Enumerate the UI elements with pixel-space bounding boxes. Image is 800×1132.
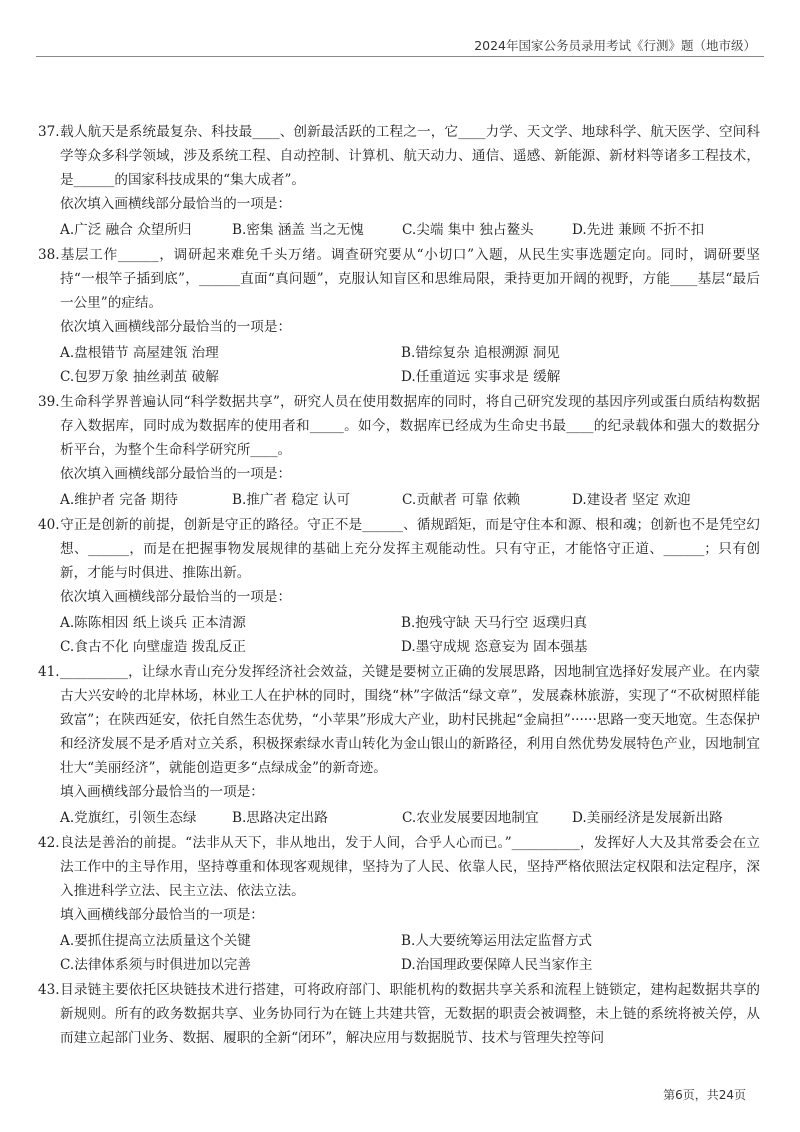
option-b[interactable]: B.密集 涵盖 当之无愧 [232, 222, 364, 238]
option-c[interactable]: C.农业发展要因地制宜 [402, 810, 539, 826]
question-39 [38, 390, 760, 512]
question-text: 生命科学界普遍认同“科学数据共享”，研究人员在使用数据库的同时，将自己研究发现的基因序列或蛋白质结构数据存入数据库，同时成为数据库的使用者和_____。如今，数据库已经成为生命史书最____的纪录载体和强大的数据分析平台，为整个生命科学研究所____。 [60, 394, 760, 458]
question-text: 基层工作______，调研起来难免千头万绪。调查研究要从“小切口”入题，从民生实事选题定向。同时，调研要坚持“一根竿子插到底”，______直面“真问题”，克服认知盲区和思维局限，秉持更加开阔的视野，方能____基层“最后一公里”的症结。 [60, 247, 760, 311]
option-d[interactable]: D.治国理政要保障人民当家作主 [401, 957, 593, 973]
option-b[interactable]: B.抱残守缺 天马行空 返璞归真 [401, 615, 588, 631]
page-header: 2024年国家公务员录用考试《行测》题（地市级） [474, 38, 756, 53]
question-stem [38, 243, 760, 315]
question-prompt: 依次填入画横线部分最恰当的一项是： [60, 196, 292, 212]
option-b[interactable]: B.错综复杂 追根溯源 洞见 [401, 345, 560, 361]
question-42 [38, 831, 760, 977]
question-prompt: 填入画横线部分最恰当的一项是： [60, 907, 264, 923]
question-text: __________，让绿水青山充分发挥经济社会效益，关键是要树立正确的发展思路，因地制宜选择好发展产业。在内蒙古大兴安岭的北岸林场，林业工人在护林的同时，围绕“林”字做活“绿文章”，发展森林旅游，实现了“不砍树照样能致富”；在陕西延安，依托自然生态优势，“小苹果”形成大产业，助村民挑起“金扁担”······思路一变天地宽。生态保护和经济发展不是矛盾对立关系，积极探索绿水青山转化为金山银山的新路径，利用自然优势发展特色产业，因地制宜壮大“美丽经济”，就能创造更多“点绿成金”的新奇迹。 [60, 664, 760, 776]
question-prompt: 填入画横线部分最恰当的一项是： [60, 784, 264, 800]
question-41 [38, 660, 760, 830]
question-stem [38, 120, 760, 192]
question-number: 42. [38, 835, 60, 851]
question-number: 41. [38, 664, 60, 680]
question-text: 良法是善治的前提。“法非从天下，非从地出，发于人间，合乎人心而已。”__________，发挥好人大及其常委会在立法工作中的主导作用，坚持尊重和体现客观规律，坚持为了人民、依靠人民，坚持严格依照法定权限和法定程序，深入推进科学立法、民主立法、依法立法。 [60, 835, 760, 899]
option-d[interactable]: D.墨守成规 恣意妄为 固本强基 [401, 639, 588, 655]
option-c[interactable]: C.食古不化 向壁虚造 拨乱反正 [60, 639, 247, 655]
option-list [38, 806, 760, 830]
question-stem [38, 978, 760, 1050]
question-prompt: 依次填入画横线部分最恰当的一项是： [60, 466, 292, 482]
option-b[interactable]: B.人大要统筹运用法定监督方式 [401, 933, 593, 949]
question-text: 载人航天是系统最复杂、科技最____、创新最活跃的工程之一，它____力学、天文学、地球科学、航天医学、空间科学等众多科学领域，涉及系统工程、自动控制、计算机、航天动力、通信、遥感、新能源、新材料等诸多工程技术，是______的国家科技成果的“集大成者”。 [60, 124, 760, 188]
option-c[interactable]: C.法律体系须与时俱进加以完善 [60, 957, 251, 973]
question-number: 38. [38, 247, 60, 263]
option-list [38, 488, 760, 512]
option-a[interactable]: A.要抓住提高立法质量这个关键 [60, 933, 251, 949]
question-number: 37. [38, 124, 60, 140]
header-divider [36, 56, 764, 57]
question-prompt: 依次填入画横线部分最恰当的一项是： [60, 589, 292, 605]
question-38 [38, 243, 760, 389]
question-number: 43. [38, 982, 60, 998]
option-list [38, 341, 760, 389]
option-a[interactable]: A.广泛 融合 众望所归 [60, 222, 192, 238]
question-43 [38, 978, 760, 1050]
page-number: 第6页，共24页 [663, 1088, 746, 1102]
question-list [38, 120, 760, 1051]
question-40 [38, 513, 760, 659]
option-list [38, 611, 760, 659]
option-c[interactable]: C.尖端 集中 独占鳌头 [402, 222, 534, 238]
option-b[interactable]: B.思路决定出路 [232, 810, 328, 826]
option-a[interactable]: A.党旗红，引领生态绿 [60, 810, 197, 826]
option-list [38, 218, 760, 242]
option-d[interactable]: D.先进 兼顾 不折不扣 [572, 222, 705, 238]
option-a[interactable]: A.盘根错节 高屋建瓴 治理 [60, 345, 219, 361]
question-stem [38, 390, 760, 462]
option-d[interactable]: D.任重道远 实事求是 缓解 [401, 369, 561, 385]
question-text: 目录链主要依托区块链技术进行搭建，可将政府部门、职能机构的数据共享关系和流程上链锁定，建构起数据共享的新规则。所有的政务数据共享、业务协同行为在链上共建共管，无数据的职责会被调整，未上链的系统将被关停，从而建立起部门业务、数据、履职的全新“闭环”，解决应用与数据脱节、技术与管理失控等问 [60, 982, 760, 1046]
option-d[interactable]: D.美丽经济是发展新出路 [572, 810, 723, 826]
question-stem [38, 660, 760, 780]
question-number: 39. [38, 394, 60, 410]
question-number: 40. [38, 517, 60, 533]
question-stem [38, 513, 760, 585]
option-d[interactable]: D.建设者 坚定 欢迎 [572, 492, 691, 508]
question-text: 守正是创新的前提，创新是守正的路径。守正不是______、循规蹈矩，而是守住本和源、根和魂；创新也不是凭空幻想、______，而是在把握事物发展规律的基础上充分发挥主观能动性。只有守正，才能恪守正道、______；只有创新，才能与时俱进、推陈出新。 [60, 517, 760, 581]
option-c[interactable]: C.包罗万象 抽丝剥茧 破解 [60, 369, 219, 385]
option-list [38, 929, 760, 977]
question-prompt: 依次填入画横线部分最恰当的一项是： [60, 319, 292, 335]
option-a[interactable]: A.陈陈相因 纸上谈兵 正本清源 [60, 615, 246, 631]
option-c[interactable]: C.贡献者 可靠 依赖 [402, 492, 521, 508]
option-b[interactable]: B.推广者 稳定 认可 [232, 492, 351, 508]
question-stem [38, 831, 760, 903]
question-37 [38, 120, 760, 242]
option-a[interactable]: A.维护者 完备 期待 [60, 492, 178, 508]
